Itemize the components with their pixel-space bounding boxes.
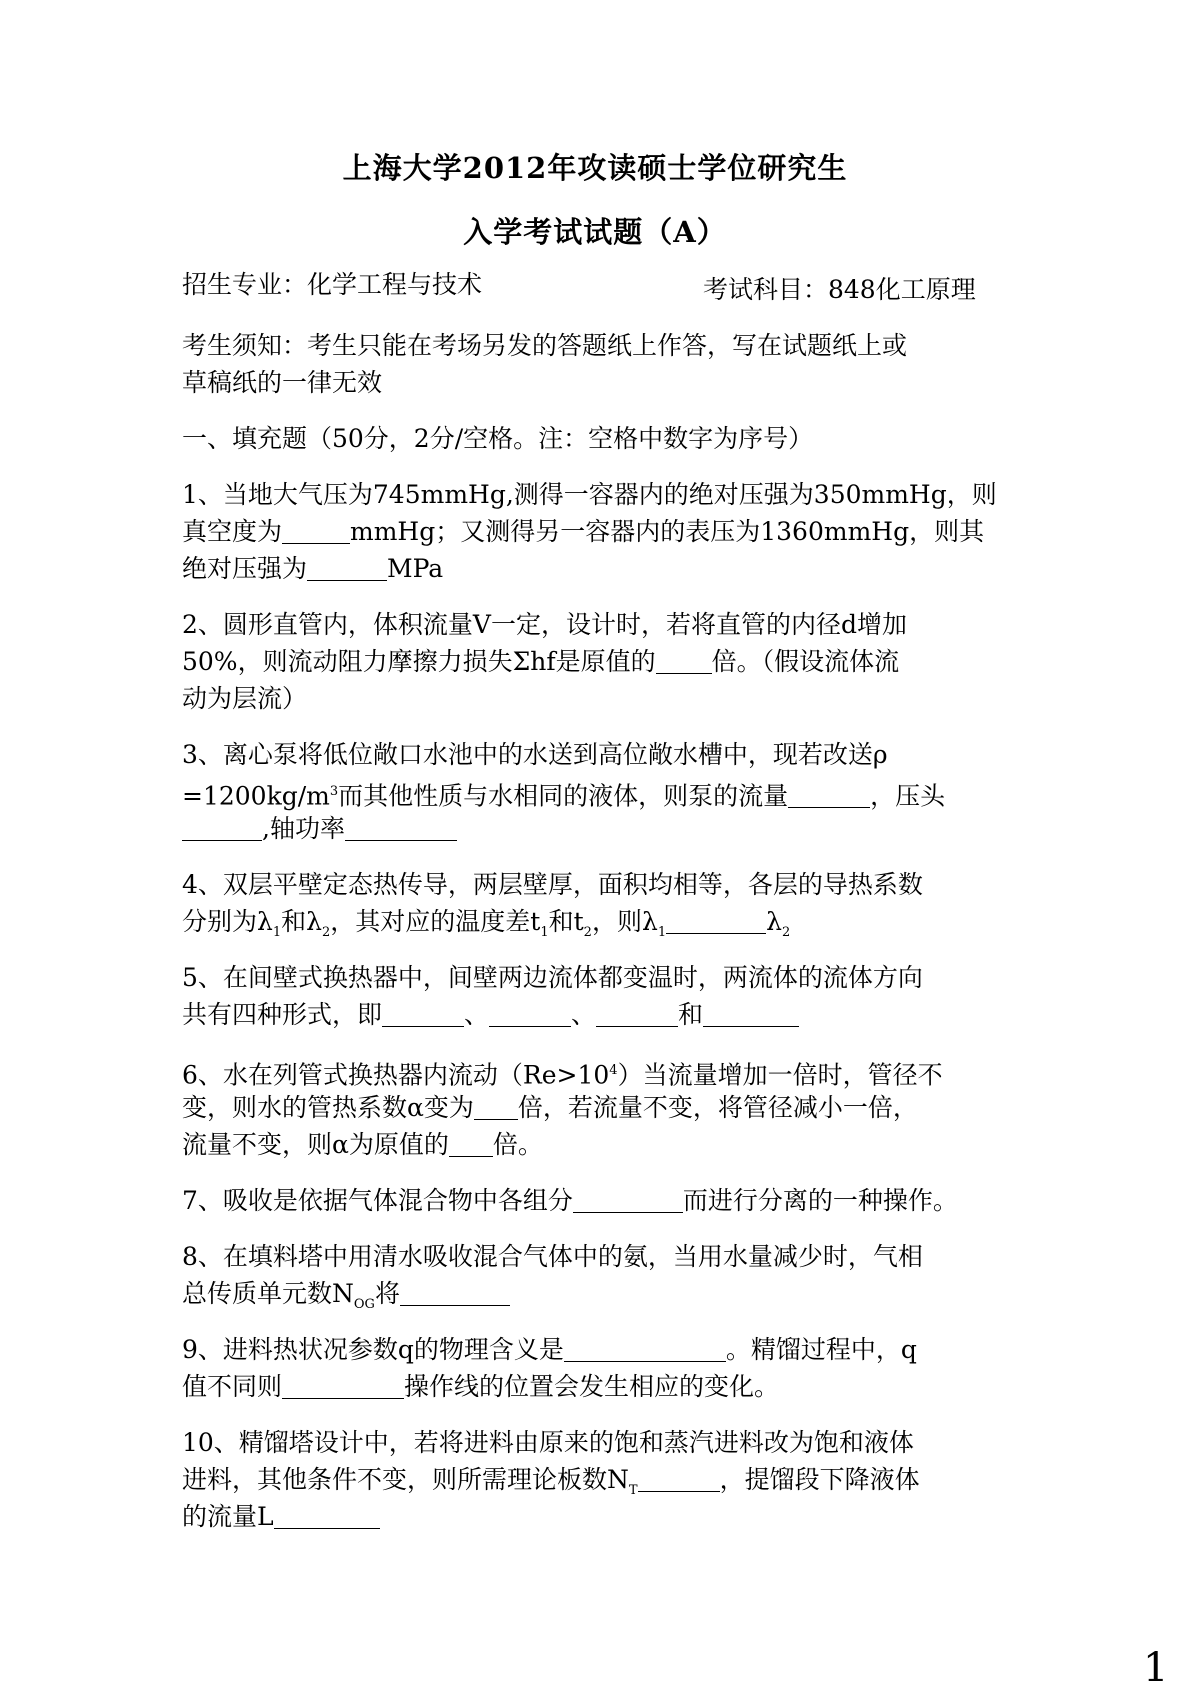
q2-text: 倍。（假设流体流	[711, 647, 900, 676]
notice-line2: 草稿纸的一律无效	[182, 368, 383, 397]
q2-line3: 动为层流）	[182, 684, 308, 713]
q5-blank1[interactable]	[382, 1000, 464, 1027]
exam-title-line1: 上海大学2012年攻读硕士学位研究生	[342, 151, 848, 185]
q1-text: 绝对压强为	[182, 554, 308, 583]
q6-text: 倍，若流量不变，将管径减小一倍，	[517, 1093, 918, 1122]
q9-line2	[182, 1368, 1062, 1405]
q7-text: 而进行分离的一种操作。	[682, 1186, 958, 1215]
q5-blank2[interactable]	[489, 1000, 571, 1027]
q6-text: 6、水在列管式换热器内流动（Re>10	[182, 1060, 610, 1090]
q3-text: ，压头	[870, 781, 946, 811]
q4-line1: 4、双层平壁定态热传导，两层壁厚，面积均相等，各层的导热系数	[182, 870, 923, 899]
q1-line3	[182, 550, 1062, 587]
q1-unit: MPa	[387, 554, 444, 583]
q6-line1	[182, 1052, 1062, 1093]
q9-line1	[182, 1331, 1062, 1368]
q10-text: ，提馏段下降液体	[719, 1465, 920, 1494]
q8-text: 总传质单元数N	[182, 1279, 354, 1308]
q7-line1	[182, 1182, 1062, 1219]
q9-text: 。精馏过程中，q	[725, 1335, 917, 1364]
q2-text: 50%，则流动阻力摩擦力损失Σhf是原值的	[182, 647, 656, 676]
q7-blank1[interactable]	[573, 1186, 683, 1213]
q3-superscript: 3	[329, 784, 339, 799]
q1-text: 真空度为	[182, 517, 283, 546]
q5-line1: 5、在间壁式换热器中，间壁两边流体都变温时，两流体的流体方向	[182, 963, 923, 992]
exam-title-line2: 入学考试试题（A）	[463, 215, 727, 249]
q3-blank3[interactable]	[345, 814, 457, 841]
subject-label: 考试科目：848化工原理	[703, 275, 976, 304]
q6-line3	[182, 1126, 1062, 1163]
q4-line2	[182, 903, 1062, 951]
q8-subscript: OG	[353, 1297, 375, 1312]
q6-blank2[interactable]	[449, 1130, 493, 1157]
q6-text: 变，则水的管热系数α变为	[182, 1093, 474, 1122]
q4-text: 分别为λ	[182, 907, 273, 936]
q3-line1: 3、离心泵将低位敞口水池中的水送到高位敞水槽中，现若改送ρ	[182, 740, 888, 769]
q3-text: 而其他性质与水相同的液体，则泵的流量	[338, 781, 789, 811]
q4-subscript: 2	[583, 925, 592, 940]
q3-text: =1200kg/m	[182, 781, 330, 811]
q10-text: 进料，其他条件不变，则所需理论板数N	[182, 1465, 629, 1494]
q1-blank1[interactable]	[282, 517, 350, 544]
q4-subscript: 2	[322, 925, 331, 940]
q3-blank1[interactable]	[788, 781, 870, 808]
q9-text: 值不同则	[182, 1372, 283, 1401]
q5-separator: 、	[571, 1000, 597, 1029]
q4-text: 和λ	[281, 907, 322, 936]
q4-text: 和t	[548, 907, 584, 936]
q4-blank1[interactable]	[666, 907, 766, 934]
q3-line2	[182, 773, 1062, 814]
q4-subscript: 2	[781, 925, 791, 940]
q2-line2	[182, 643, 1062, 680]
notice-line1: 考生须知：考生只能在考场另发的答题纸上作答，写在试题纸上或	[182, 331, 908, 360]
q3-blank2[interactable]	[182, 814, 262, 841]
q6-blank1[interactable]	[474, 1093, 518, 1120]
q6-text: 流量不变，则α为原值的	[182, 1130, 449, 1159]
q5-line2	[182, 996, 1062, 1033]
q5-text: 共有四种形式，即	[182, 1000, 383, 1029]
q10-blank1[interactable]	[638, 1465, 720, 1492]
page-number: 1	[1143, 1645, 1169, 1691]
q5-separator: 和	[678, 1000, 704, 1029]
q1-line2	[182, 513, 1062, 550]
q2-blank1[interactable]	[656, 647, 712, 674]
q10-text: 的流量L	[182, 1502, 274, 1531]
q10-blank2[interactable]	[274, 1502, 380, 1529]
section1-heading: 一、填充题（50分，2分/空格。注：空格中数字为序号）	[182, 424, 814, 453]
q1-line1: 1、当地大气压为745mmHg,测得一容器内的绝对压强为350mmHg，则	[182, 480, 997, 509]
q4-subscript: 1	[657, 925, 667, 940]
major-label: 招生专业：化学工程与技术	[182, 270, 483, 299]
q6-superscript: 4	[609, 1063, 618, 1078]
q5-separator: 、	[464, 1000, 490, 1029]
q6-text: 倍。	[492, 1130, 543, 1159]
q3-text: ,轴功率	[262, 814, 345, 843]
q6-line2	[182, 1089, 1062, 1126]
q9-text: 9、进料热状况参数q的物理含义是	[182, 1335, 564, 1364]
q9-blank1[interactable]	[564, 1335, 726, 1362]
q4-text: ，其对应的温度差t	[330, 907, 541, 936]
q10-subscript: T	[628, 1483, 638, 1498]
q5-blank4[interactable]	[703, 1000, 799, 1027]
q10-line1: 10、精馏塔设计中，若将进料由原来的饱和蒸汽进料改为饱和液体	[182, 1428, 914, 1457]
q4-subscript: 1	[272, 925, 282, 940]
q6-text: ）当流量增加一倍时，管径不	[617, 1060, 943, 1090]
q8-blank1[interactable]	[400, 1279, 510, 1306]
q7-text: 7、吸收是依据气体混合物中各组分	[182, 1186, 573, 1215]
q9-text: 操作线的位置会发生相应的变化。	[404, 1372, 780, 1401]
q5-blank3[interactable]	[596, 1000, 678, 1027]
q4-text: ，则λ	[591, 907, 658, 936]
q2-line1: 2、圆形直管内，体积流量V一定，设计时，若将直管的内径d增加	[182, 610, 907, 639]
q1-blank2[interactable]	[307, 554, 387, 581]
q9-blank2[interactable]	[282, 1372, 404, 1399]
q1-text: mmHg；又测得另一容器内的表压为1360mmHg，则其	[350, 517, 985, 546]
q4-subscript: 1	[540, 925, 549, 940]
q3-line3	[182, 810, 1062, 847]
q4-text: λ	[766, 907, 782, 936]
q10-line3	[182, 1498, 1062, 1535]
q8-line1: 8、在填料塔中用清水吸收混合气体中的氨，当用水量减少时，气相	[182, 1242, 923, 1271]
q8-text: 将	[374, 1279, 400, 1308]
q8-line2	[182, 1275, 1062, 1323]
